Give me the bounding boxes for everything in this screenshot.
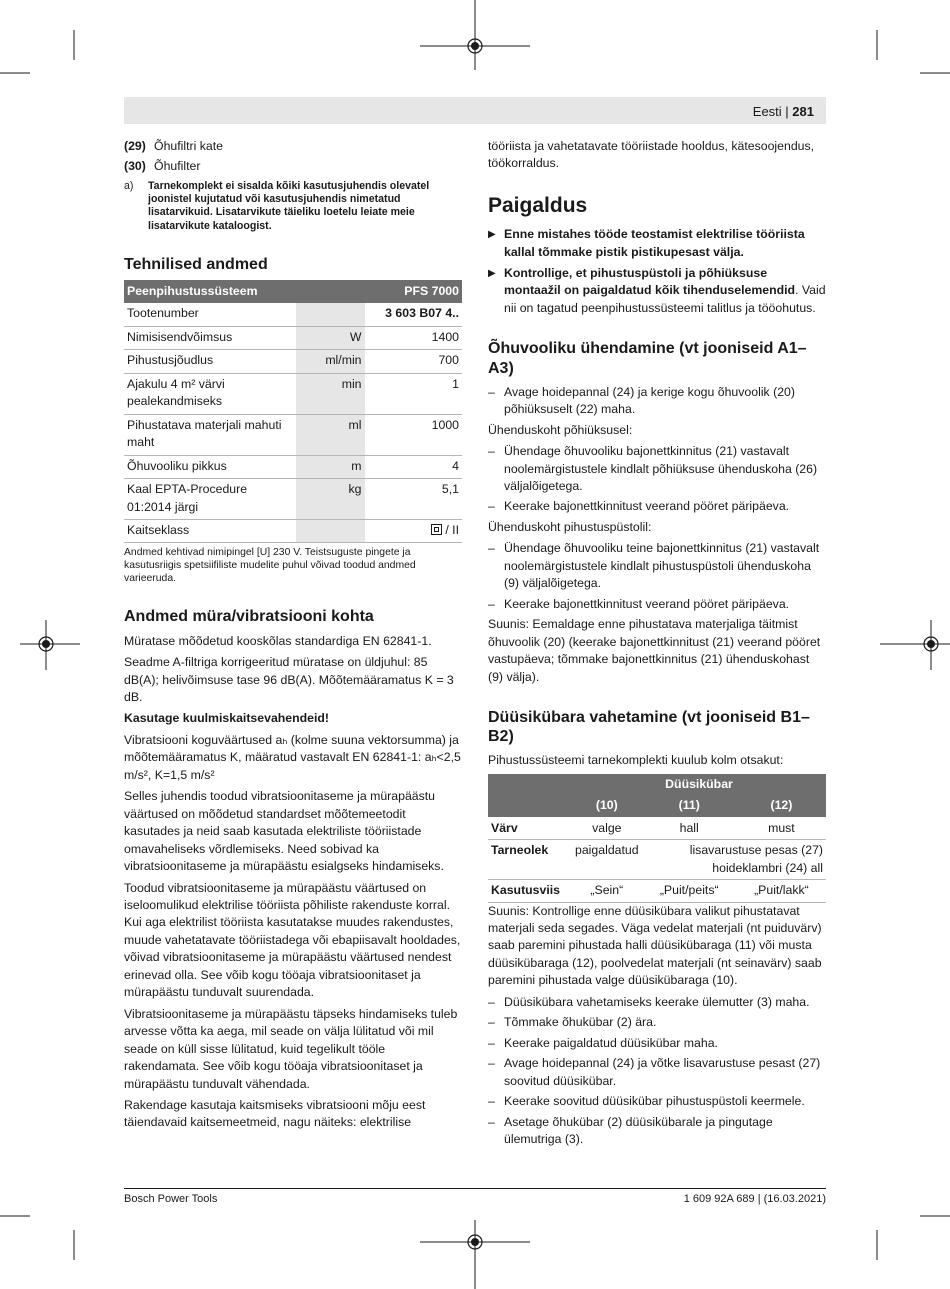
gun-label: Ühenduskoht pihustuspüstolil: [488,519,652,534]
noise-heading: Andmed müra/vibratsiooni kohta [124,608,374,626]
noise-paragraph: Toodud vibratsioonitaseme ja mürapäästu väärtused on iseloomulikud elektrilise tööriista põhiliste rakenduste korral. Kui aga elektrilist tööriista kasutatakse muudes rakendustes, muude vahetatavate tööriistadega või ebapiisavalt hooldades, võivad vibratsioonitaseme ja mürapäästu väärtused nendest erinevad olla. See võib kogu tööaja vibratsioonitaset ja mürapäästu tunduvalt suurendada. [124,880,461,1000]
list-item: – Keerake bajonettkinnitust veerand pööret päripäeva. [488,596,790,611]
noise-warning: Kasutage kuulmiskaitsevahendeid! [124,711,330,726]
spec-head-label: Peenpihustussüsteem [124,280,365,303]
list-item: – Ühendage õhuvooliku bajonettkinnitus (21) vastavalt noolemärgistustele kindlalt põhiüksuse ühenduskoha (26) väljalõigetega. [488,444,818,493]
list-item: – Keerake bajonettkinnitust veerand pööret päripäeva. [488,499,790,514]
arrow-icon: ▶ [488,268,496,279]
page-footer [124,1188,826,1208]
protection-class-icon [431,524,442,535]
continued-text: tööriista ja vahetatavate tööriistade hooldus, kätesoojendus, töökorraldus. [488,139,815,171]
left-column [124,138,462,1136]
nozzle-table: Düüsikübar (10) (11) (12) Värv valge hall must Tarneolek paigaldatud lisavarustuse pesas (27) hoideklambri (24) all Kasutusviis „Sein“ „Puit/peits“ „Puit/lakk“ [488,774,826,903]
list-item: (29) Õhufiltri kate [124,139,224,153]
spec-head-value: PFS 7000 [365,280,462,303]
table-row: Nimisisendvõimsus W 1400 [124,326,462,349]
noise-paragraph: Rakendage kasutaja kaitsmiseks vibratsiooni mõju eest täiendavaid kaitsemeetmeid, nagu näiteks: elektrilise [124,1097,426,1130]
noise-paragraph: Vibratsioonitaseme ja mürapäästu täpseks hindamiseks tuleb arvesse võtta ka aega, mil seade on välja lülitatud või mil seade on küll sisse lülitatud, kuid tegelikult tööle rakendamata. See võib kogu tööaja vibratsioonitaset ja mürapäästu tunduvalt vähendada. [124,1006,458,1091]
nozzle-intro: Pihustussüsteemi tarnekomplekti kuulub kolm otsakut: [488,753,784,768]
nozzle-heading: Düüsikübara vahetamine (vt jooniseid B1–B2) [488,708,810,746]
noise-paragraph: Vibratsiooni koguväärtused aₕ (kolme suuna vektorsumma) ja mõõtemääramatus K, määratud vastavalt EN 62841-1: aₕ<2,5 m/s², K=1,5 m/s² [124,732,461,782]
footer-brand: Bosch Power Tools [124,1193,218,1205]
list-item: (30) Õhufilter [124,159,201,174]
gun-note: Suunis: Eemaldage enne pihustatava materjaliga täitmist õhuvoolik (20) (keerake bajonettkinnitust (21) veerand pööret vastupäeva; tõmmake bajonettkinnitus (21) ühenduskohast (9) välja). [488,617,821,684]
list-item: – Avage hoidepannal (24) ja kerige kogu õhuvoolik (20) põhiüksuselt (22) maha. [488,384,795,417]
footer-doc-number: 1 609 92A 689 | (16.03.2021) [683,1193,826,1205]
install-heading: Paigaldus [488,193,588,217]
table-row: Õhuvooliku pikkus m 4 [124,455,462,478]
list-item: – Ühendage õhuvooliku teine bajonettkinnitus (21) vastavalt noolemärgistustele kindlalt pihustuspüstoli ühenduskoha (9) väljalõigetega. [488,541,820,591]
table-row: Tootenumber 3 603 B07 4.. [124,303,462,326]
table-row: Kaitseklass / II [124,520,462,543]
base-label: Ühenduskoht põhiüksusel: [488,422,633,437]
table-row: Tarneolek paigaldatud lisavarustuse pesas (27) hoideklambri (24) all [488,840,826,880]
page-number: Eesti | 281 [752,104,814,119]
list-item: – Avage hoidepannal (24) ja võtke lisavarustuse pesast (27) soovitud düüsikübar. [488,1056,821,1088]
tech-heading: Tehnilised andmed [124,255,268,273]
table-row: Pihustatava materjali mahuti maht ml 1000 [124,414,462,455]
page-header [124,97,826,124]
table-row: Kasutusviis „Sein“ „Puit/peits“ „Puit/lakk“ [488,880,826,902]
list-item: – Tõmmake õhukübar (2) ära. [488,1015,657,1030]
warning-item: ▶ Kontrollige, et pihustuspüstoli ja põhiüksuse montaažil on paigaldatud kõik tihenduselemendid. Vaid nii on tagatud peenpihustussüsteemi talitlus ja tööohutus. [488,265,826,317]
hose-heading: Õhuvooliku ühendamine (vt jooniseid A1–A3) [488,340,807,377]
arrow-icon: ▶ [488,229,496,241]
footnote: a) Tarnekomplekt ei sisalda kõiki kasutusjuhendis olevatel joonistel kujutatud või kasutusjuhendis nimetatud lisatarvikuid. Lisatarvikute täieliku loetelu leiate meie lisatarvikute kataloogist. [124,179,430,232]
header-page: 281 [792,104,814,119]
header-language: Eesti [752,104,782,119]
noise-paragraph: Müratase mõõdetud kooskõlas standardiga EN 62841-1. [124,633,432,648]
warning-item: ▶ Enne mistahes tööde teostamist elektrilise tööriista kallal tõmmake pistik pistikupesast välja. [488,226,826,261]
table-row: Pihustusjõudlus ml/min 700 [124,350,462,373]
table-row: Kaal EPTA-Procedure 01:2014 järgi kg 5,1 [124,479,462,520]
list-item: – Düüsikübara vahetamiseks keerake ülemutter (3) maha. [488,994,810,1009]
table-row: Ajakulu 4 m² värvi pealekandmiseks min 1 [124,373,462,414]
right-column [488,138,826,1151]
spec-note: Andmed kehtivad nimipingel [U] 230 V. Teistsuguste pingete ja kasutusriigis spetsiifiliste mudelite puhul võivad toodud andmed varieeruda. [124,547,416,585]
spec-table [124,280,462,543]
noise-paragraph: Selles juhendis toodud vibratsioonitaseme ja mürapäästu väärtused on mõõdetud standardset mõõtemeetodit kasutades ja neid saab kasutada elektriliste tööriistade omavaheliseks võrdlemiseks. Need sobivad ka vibratsioonitaseme ja mürapäästu esialgseks hindamiseks. [124,789,444,874]
list-item: – Keerake paigaldatud düüsikübar maha. [488,1035,718,1050]
list-item: – Keerake soovitud düüsikübar pihustuspüstoli keermele. [488,1094,805,1109]
table-row: Värv valge hall must [488,817,826,839]
nozzle-note: Suunis: Kontrollige enne düüsikübara valikut pihustatavat materjali seda segades. Väga vedelat materjali (nt puiduvärv) saab paremini pihustada halli düüsikübaraga (11) või musta düüsikübaraga (12), poolvedelat materjali (nt seinavärv) saab paremini pihustada valge düüsikübaraga (10). [488,903,822,988]
list-item: – Asetage õhukübar (2) düüsikübarale ja pingutage ülemutriga (3). [488,1114,773,1146]
noise-paragraph: Seadme A-filtriga korrigeeritud müratase on üldjuhul: 85 dB(A); helivõimsuse tase 96 dB(A). Mõõtemääramatus K = 3 dB. [124,655,454,705]
